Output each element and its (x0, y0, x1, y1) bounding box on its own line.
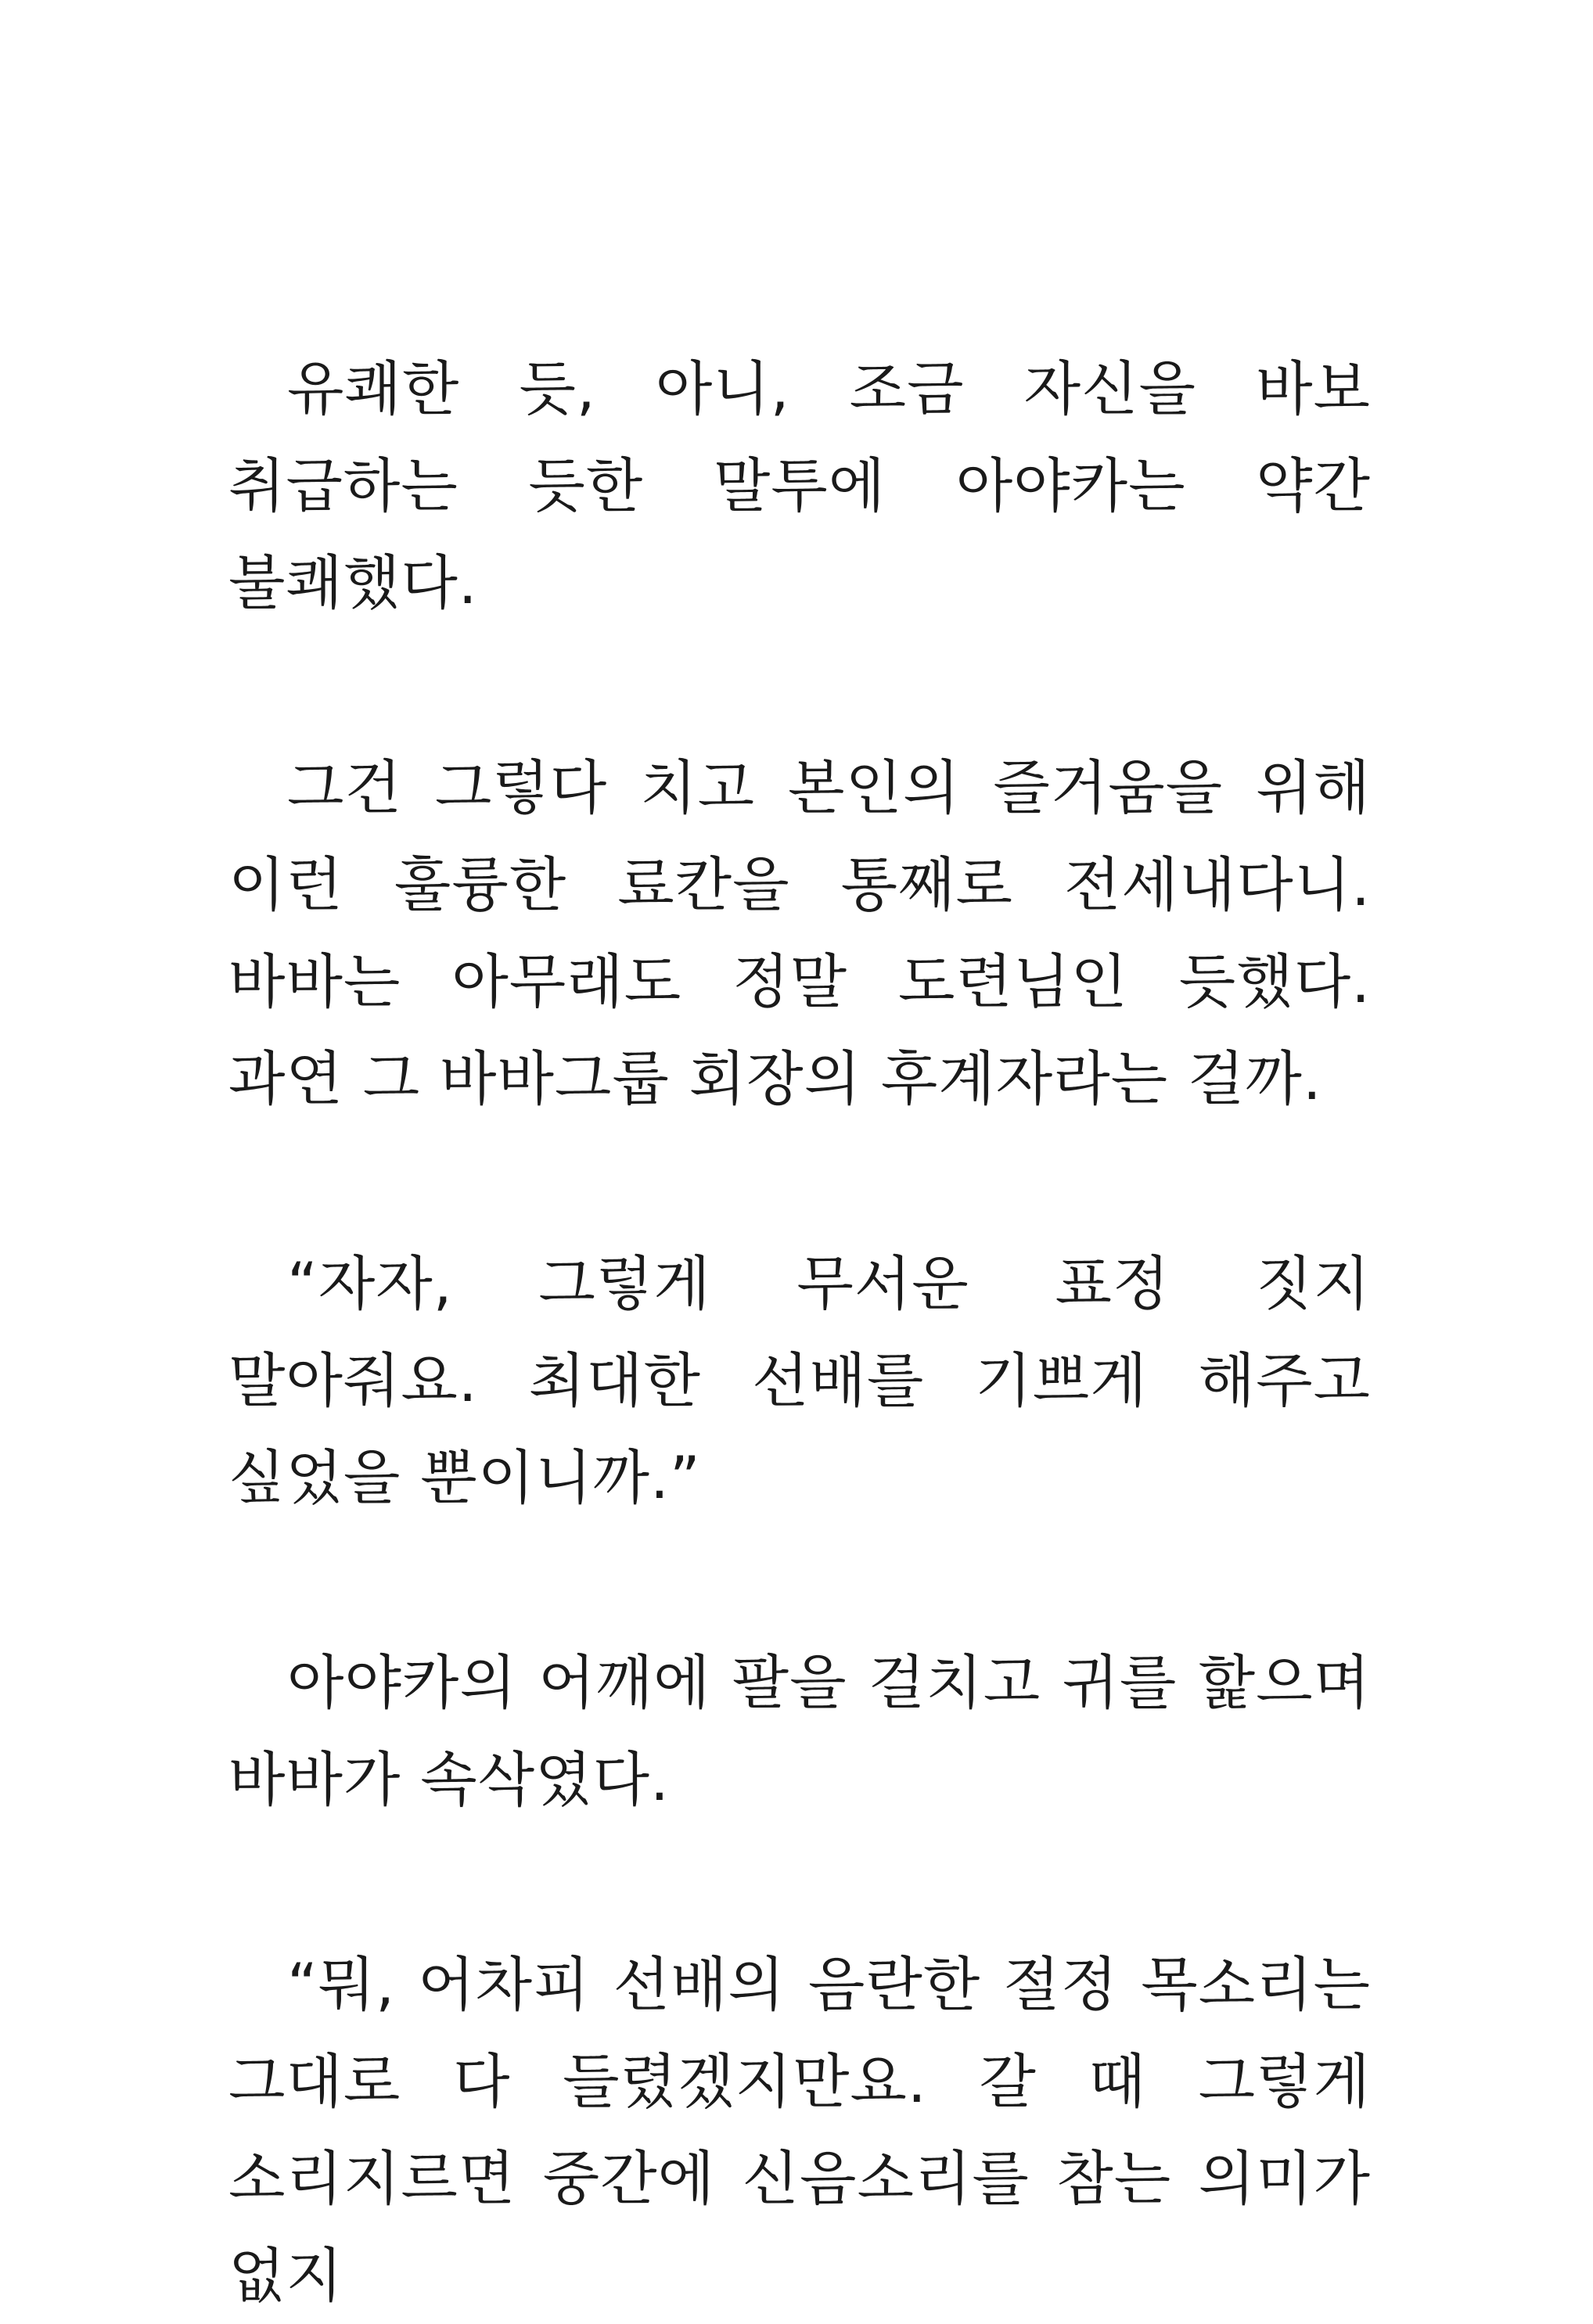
paragraph-1: 유쾌한 듯, 아니, 조금 자신을 바보 취급하는 듯한 말투에 아야카는 약간 불쾌했다. (228, 354, 1371, 617)
paragraph-4: 아야카의 어깨에 팔을 걸치고 귀를 핥으며 바바가 속삭였다. (228, 1648, 1371, 1814)
paragraph-3: “자자, 그렇게 무서운 표정 짓지 말아줘요. 최대한 선배를 기쁘게 해주고 싶었을 뿐이니까.” (228, 1249, 1371, 1512)
paragraph-5: “뭐, 어차피 선배의 음란한 절정 목소리는 그대로 다 들렸겠지만요. 갈 때 그렇게 소리지르면 중간에 신음소리를 참는 의미가 없지 (228, 1950, 1371, 2310)
body-text (228, 340, 1371, 2324)
paragraph-2: 그건 그렇다 치고 본인의 즐거움을 위해 이런 훌륭한 료칸을 통째로 전세내다니. 바바는 아무래도 정말 도련님인 듯했다. 과연 그 바바그룹 회장의 후계자라는 걸까. (228, 753, 1371, 1113)
